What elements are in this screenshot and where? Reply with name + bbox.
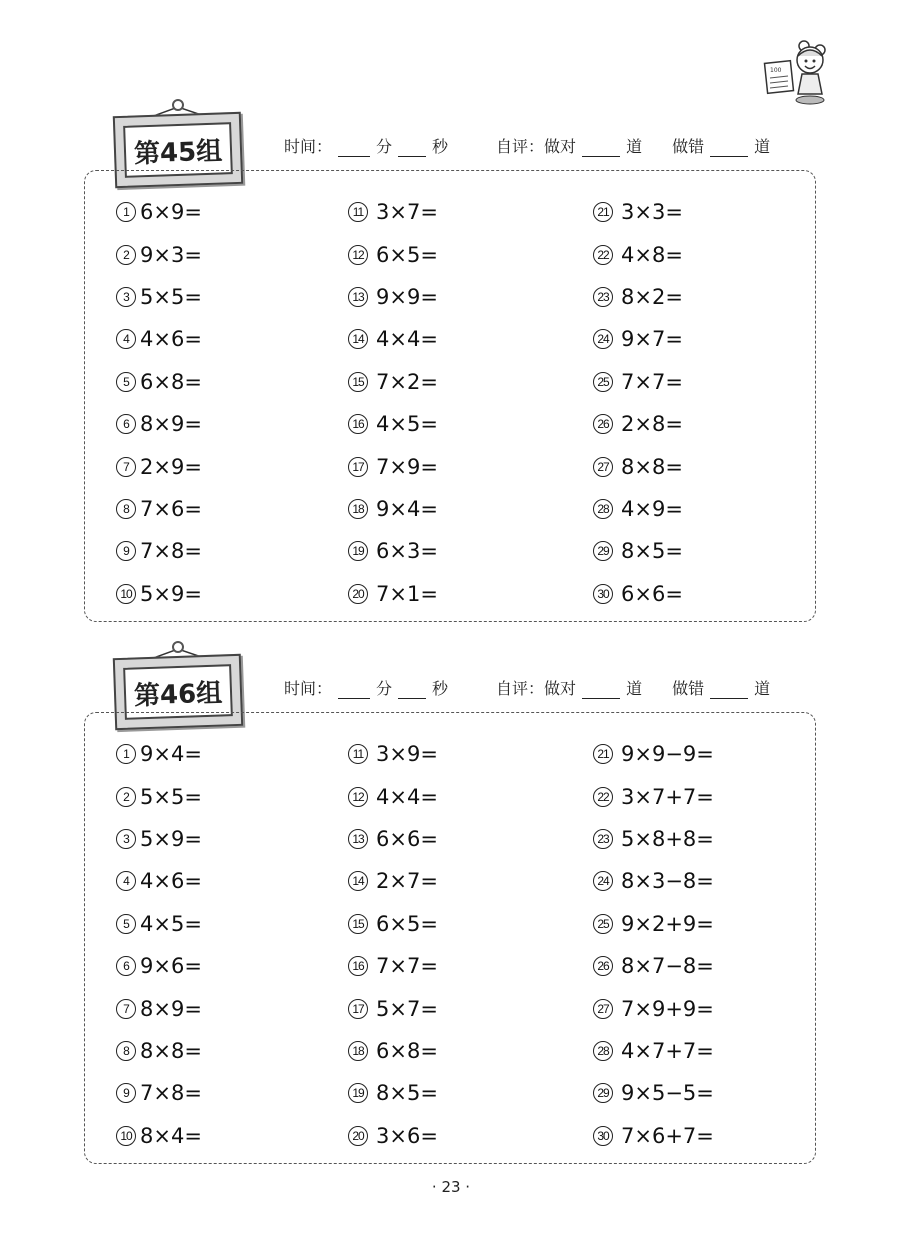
wrong-count-blank[interactable] [710,144,748,157]
problem-expression: 3×6= [376,1123,438,1148]
problem-item [116,903,356,945]
problem-item [348,903,588,945]
problem-item [593,987,833,1029]
right-unit: 道 [626,137,643,156]
problem-number: 14 [348,329,368,349]
problem-number: 11 [348,202,368,222]
problem-number: 21 [593,202,613,222]
problem-expression: 7×7= [621,369,683,394]
problem-item [348,775,588,817]
problem-expression: 9×6= [140,954,202,979]
problem-number: 9 [116,1083,136,1103]
problem-expression: 2×7= [376,869,438,894]
meta-line [284,676,770,699]
problem-expression: 7×2= [376,369,438,394]
problem-number: 10 [116,1126,136,1146]
problem-expression: 4×8= [621,242,683,267]
problem-item [593,276,833,318]
problem-item [116,1115,356,1157]
meta-line [284,134,770,157]
nail-icon [172,641,184,653]
problem-expression: 8×8= [140,1038,202,1063]
problem-expression: 3×9= [376,742,438,767]
problem-number: 8 [116,499,136,519]
problem-expression: 5×7= [376,996,438,1021]
problem-expression: 6×8= [376,1038,438,1063]
problem-number: 7 [116,457,136,477]
problem-number: 2 [116,787,136,807]
problem-expression: 6×6= [621,581,683,606]
problem-number: 4 [116,871,136,891]
problem-expression: 9×2+9= [621,911,714,936]
problem-item [348,318,588,360]
problem-expression: 2×8= [621,412,683,437]
problem-number: 28 [593,499,613,519]
problem-number: 30 [593,584,613,604]
minutes-blank[interactable] [338,686,370,699]
problem-expression: 8×9= [140,412,202,437]
problem-item [116,191,356,233]
problem-expression: 8×5= [621,539,683,564]
problem-number: 8 [116,1041,136,1061]
problem-number: 30 [593,1126,613,1146]
problem-number: 17 [348,999,368,1019]
problem-number: 12 [348,787,368,807]
problem-item [593,445,833,487]
problem-item [593,1072,833,1114]
time-label: 时间： [284,679,333,698]
problem-number: 23 [593,829,613,849]
problem-number: 2 [116,245,136,265]
problem-item [348,191,588,233]
problem-expression: 7×8= [140,539,202,564]
problem-number: 29 [593,1083,613,1103]
wrong-unit: 道 [754,679,771,698]
problem-expression: 9×7= [621,327,683,352]
problem-number: 17 [348,457,368,477]
problem-expression: 3×7= [376,200,438,225]
problem-expression: 4×5= [140,911,202,936]
problem-column-a [116,733,356,1157]
seconds-blank[interactable] [398,144,426,157]
problem-item [593,191,833,233]
problem-item [593,361,833,403]
problem-number: 22 [593,245,613,265]
problem-expression: 4×5= [376,412,438,437]
problem-number: 29 [593,541,613,561]
minute-label: 分 [376,679,393,698]
problem-item [593,1115,833,1157]
page-number: · 23 · [431,1178,471,1196]
problem-number: 19 [348,1083,368,1103]
problem-item [593,860,833,902]
problem-expression: 5×5= [140,784,202,809]
problem-item [593,903,833,945]
problem-expression: 6×5= [376,242,438,267]
problem-item [348,987,588,1029]
problem-expression: 8×4= [140,1123,202,1148]
exercise-section-46 [0,542,902,1148]
problem-item [348,1115,588,1157]
self-eval-label: 自评：做对 [496,679,577,698]
problem-expression: 3×3= [621,200,683,225]
problem-number: 18 [348,1041,368,1061]
problem-expression: 2×9= [140,454,202,479]
wrong-label: 做错 [672,137,705,156]
problem-number: 24 [593,329,613,349]
problem-item [116,361,356,403]
problem-item [348,1030,588,1072]
problem-item [348,445,588,487]
wrong-count-blank[interactable] [710,686,748,699]
problem-number: 26 [593,956,613,976]
problem-number: 5 [116,372,136,392]
problem-item [593,818,833,860]
second-label: 秒 [432,137,449,156]
problem-number: 25 [593,372,613,392]
problem-expression: 3×7+7= [621,784,714,809]
problem-expression: 8×9= [140,996,202,1021]
problem-item [348,945,588,987]
problem-item [348,733,588,775]
problem-number: 16 [348,414,368,434]
problem-expression: 7×9= [376,454,438,479]
problem-expression: 8×7−8= [621,954,714,979]
problem-item [116,860,356,902]
problem-number: 6 [116,956,136,976]
problem-item [593,733,833,775]
problem-expression: 8×8= [621,454,683,479]
problem-expression: 4×6= [140,869,202,894]
problem-item [593,775,833,817]
problem-expression: 4×6= [140,327,202,352]
problem-expression: 7×1= [376,581,438,606]
problem-item [593,488,833,530]
problem-expression: 7×6= [140,496,202,521]
problem-item [593,318,833,360]
problem-number: 7 [116,999,136,1019]
time-label: 时间： [284,137,333,156]
problem-number: 10 [116,584,136,604]
problem-item [348,818,588,860]
problem-expression: 7×7= [376,954,438,979]
problem-item [116,445,356,487]
problem-item [116,403,356,445]
problem-item [348,1072,588,1114]
problem-expression: 6×6= [376,826,438,851]
problem-expression: 4×7+7= [621,1038,714,1063]
problem-expression: 7×8= [140,1081,202,1106]
group-title: 第46组 [123,664,233,720]
problem-number: 13 [348,287,368,307]
problem-number: 15 [348,914,368,934]
problem-number: 3 [116,287,136,307]
problem-number: 15 [348,372,368,392]
problem-item [116,276,356,318]
problem-number: 12 [348,245,368,265]
problem-expression: 4×9= [621,496,683,521]
exercise-section-45 [0,0,902,606]
self-eval-label: 自评：做对 [496,137,577,156]
problem-number: 23 [593,287,613,307]
problem-column-b [348,733,588,1157]
problem-item [348,361,588,403]
problem-expression: 4×4= [376,327,438,352]
problem-item [116,987,356,1029]
seconds-blank[interactable] [398,686,426,699]
problem-number: 20 [348,1126,368,1146]
problem-number: 14 [348,871,368,891]
problem-expression: 6×3= [376,539,438,564]
problem-item [348,488,588,530]
problem-expression: 6×8= [140,369,202,394]
problem-number: 20 [348,584,368,604]
problem-item [348,403,588,445]
problem-expression: 5×9= [140,826,202,851]
problem-number: 3 [116,829,136,849]
right-unit: 道 [626,679,643,698]
problem-number: 27 [593,999,613,1019]
problem-item [116,775,356,817]
problem-number: 22 [593,787,613,807]
problem-item [116,318,356,360]
minute-label: 分 [376,137,393,156]
problem-number: 16 [348,956,368,976]
problem-number: 27 [593,457,613,477]
problem-expression: 4×4= [376,784,438,809]
problem-number: 5 [116,914,136,934]
problem-item [116,945,356,987]
problem-item [116,1072,356,1114]
problem-item [116,818,356,860]
right-count-blank[interactable] [582,686,620,699]
problem-expression: 9×3= [140,242,202,267]
problem-number: 9 [116,541,136,561]
right-count-blank[interactable] [582,144,620,157]
problem-item [593,233,833,275]
problem-number: 6 [116,414,136,434]
problem-number: 24 [593,871,613,891]
problem-expression: 6×9= [140,200,202,225]
problem-number: 11 [348,744,368,764]
mascot-paper-text: 100 [770,67,782,74]
problem-expression: 9×4= [140,742,202,767]
wrong-unit: 道 [754,137,771,156]
problem-number: 21 [593,744,613,764]
problem-expression: 8×3−8= [621,869,714,894]
wrong-label: 做错 [672,679,705,698]
problem-number: 4 [116,329,136,349]
problem-expression: 7×6+7= [621,1123,714,1148]
problem-expression: 5×8+8= [621,826,714,851]
problem-number: 25 [593,914,613,934]
problem-expression: 5×9= [140,581,202,606]
problem-expression: 9×9= [376,284,438,309]
nail-icon [172,99,184,111]
problem-expression: 9×5−5= [621,1081,714,1106]
problem-number: 19 [348,541,368,561]
problem-item [348,233,588,275]
problem-item [116,488,356,530]
problem-expression: 6×5= [376,911,438,936]
problem-number: 26 [593,414,613,434]
problem-item [116,733,356,775]
minutes-blank[interactable] [338,144,370,157]
problem-number: 18 [348,499,368,519]
problem-expression: 9×9−9= [621,742,714,767]
problem-number: 13 [348,829,368,849]
problem-number: 28 [593,1041,613,1061]
problem-item [116,1030,356,1072]
problem-number: 1 [116,744,136,764]
problem-item [593,403,833,445]
problem-item [348,276,588,318]
problem-expression: 9×4= [376,496,438,521]
problem-item [116,233,356,275]
problem-expression: 5×5= [140,284,202,309]
problem-item [348,860,588,902]
problem-expression: 8×2= [621,284,683,309]
problem-number: 1 [116,202,136,222]
problem-expression: 7×9+9= [621,996,714,1021]
problem-expression: 8×5= [376,1081,438,1106]
problem-item [593,1030,833,1072]
second-label: 秒 [432,679,449,698]
problem-item [593,945,833,987]
group-title: 第45组 [123,122,233,178]
problem-column-c [593,733,833,1157]
